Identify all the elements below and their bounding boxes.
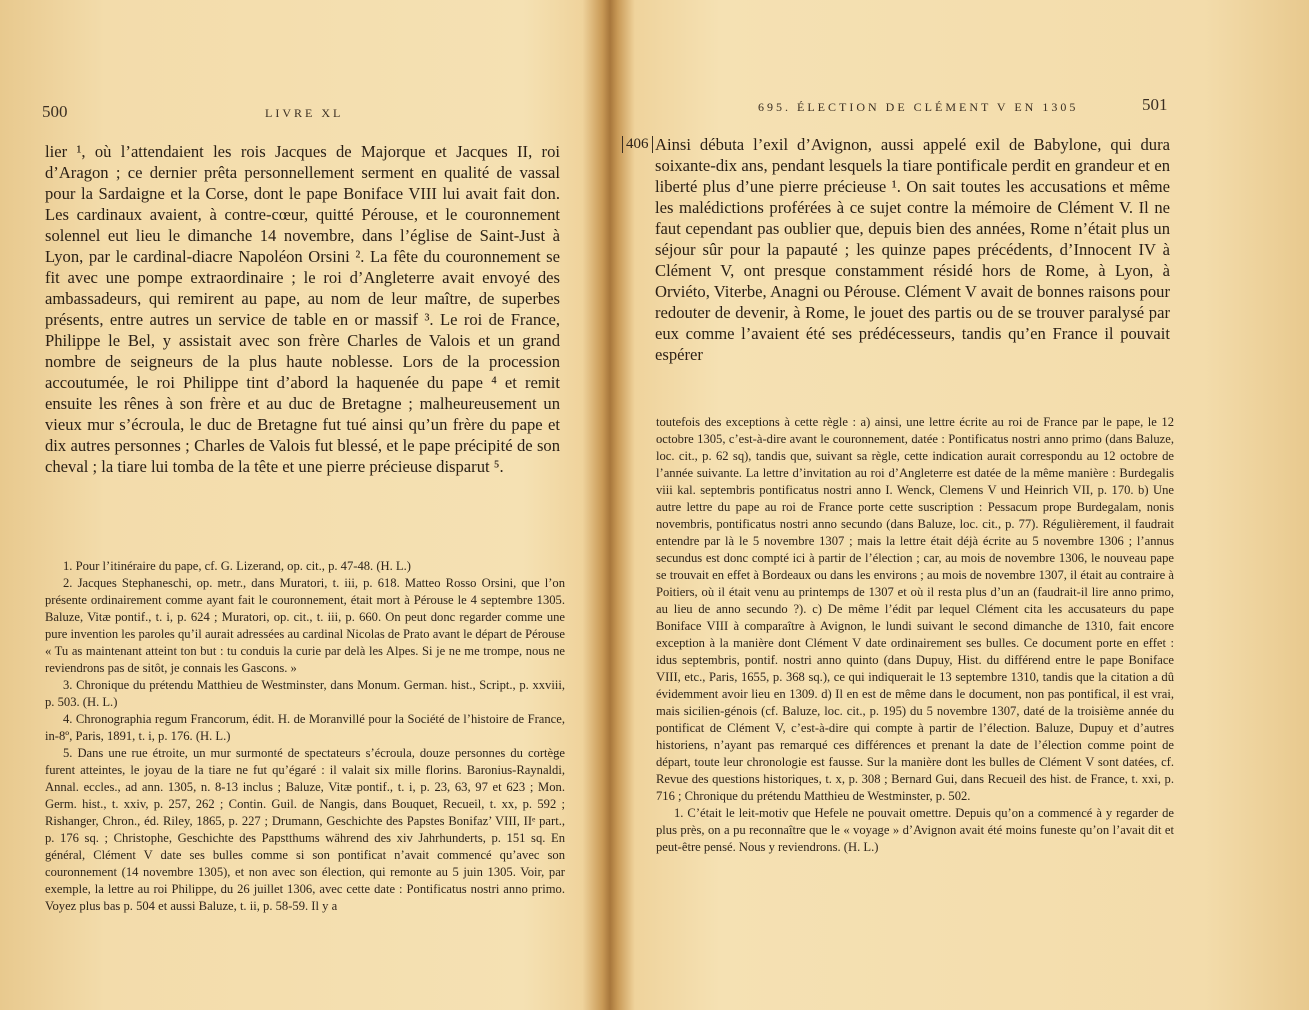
paragraph: Ainsi débuta l’exil d’Avignon, aussi appelé exil de Babylone, qui dura soixante-dix ans, pendant lesquels la tiare pontificale perdit en grandeur et en liberté plus d’une pierre précieuse ¹. On sait toutes les accusations et même les malédictions proférées à ce sujet contre la mémoire de Clément V. Il ne faut cependant pas oublier que, depuis bien des années, Rome n’était plus un séjour sûr pour la papauté ; les quinze papes précédents, d’Innocent IV à Clément V, ont presque constamment résidé hors de Rome, à Lyon, à Orviéto, Viterbe, Anagni ou Pérouse. Clément V avait de bonnes raisons pour redouter de devenir, à Rome, le jouet des partis ou de se trouver paralysé par eux comme l’avaient été ses prédécesseurs, tandis qu’en France il pouvait espérer (655, 135, 1170, 364)
left-page (0, 0, 600, 1010)
main-text (655, 134, 1170, 365)
footnote-5: 5. Dans une rue étroite, un mur surmonté de spectateurs s’écroula, douze personnes du cortège furent atteintes, le joyau de la tiare ne fut qu’égaré : il valait six mille florins. Baronius-Raynaldi, Annal. eccles., ad ann. 1305, n. 8-13 inclus ; Baluze, Vitæ pontif., t. i, p. 23, 63, 97 et 623 ; Mon. Germ. hist., t. xxiv, p. 257, 262 ; Contin. Guil. de Nangis, dans Bouquet, Recueil, t. xx, p. 592 ; Rishanger, Chron., éd. Riley, 1865, p. 227 ; Drumann, Geschichte des Papstes Bonifaz’ VIII, IIᵉ part., p. 176 sq. ; Christophe, Geschichte des Papstthums während des xiv Jahrhunderts, p. 151 sq. En général, Clément V date ses bulles comme si son pontificat n’avait commencé qu’avec son couronnement (14 novembre 1305), et non avec son élection, qui remonte au 5 juin 1305. Voir, par exemple, la lettre au roi Philippe, du 26 juillet 1306, avec cette date : Pontificatus nostri anno primo. Voyez plus bas p. 504 et aussi Baluze, t. ii, p. 58-59. Il y a (45, 746, 565, 913)
margin-page-reference: 406 (622, 136, 653, 153)
running-head: LIVRE XL (265, 106, 344, 120)
page-number: 500 (42, 102, 68, 121)
footnote-3: 3. Chronique du prétendu Matthieu de Westminster, dans Monum. German. hist., Script., p. xxviii, p. 503. (H. L.) (45, 678, 565, 709)
footnote-continuation: toutefois des exceptions à cette règle : a) ainsi, une lettre écrite au roi de France par le pape, le 12 octobre 1305, c’est-à-dire avant le couronnement, datée : Pontificatus nostri anno primo (dans Baluze, loc. cit., p. 62 sq), tandis que, suivant sa règle, cette indication aurait correspondu au 12 octobre de l’année suivante. La lettre d’invitation au roi d’Angleterre est datée de la même manière : Burdegalis viii kal. septembris pontificatus nostri anno I. Wenck, Clemens V und Heinrich VII, p. 170. b) Une autre lettre du pape au roi de France porte cette suscription : Pessacum prope Burdegalam, nonis novembris, pontificatus nostri anno secundo (dans Baluze, loc. cit., p. 77). Régulièrement, il faudrait entendre par là le 5 novembre 1307 ; mais la lettre était déjà écrite au 5 novembre 1306 ; l’annus secundus est donc compté ici à partir de l’élection ; car, au mois de novembre 1306, le nouveau pape se trouvait en effet à Bordeaux ou dans les environs ; au mois de novembre 1307, il était au contraire à Poitiers, où il était venu au printemps de 1307 et où il resta plus d’un an (faudrait-il lire anno primo, au lieu de anno secundo ?). c) De même l’édit par lequel Clément cita les accusateurs du pape Boniface VIII à comparaître à Avignon, le lundi suivant le second dimanche de 1310, fait encore exception à la manière dont Clément V date ordinairement ses bulles. Ce document porte en effet : idus septembris, pontif. nostri anno quinto (dans Dupuy, Hist. du différend entre le pape Boniface VIII, etc., Paris, 1655, p. 368 sq.), ce qui indiquerait le 13 septembre 1310, tandis que la citation a dû évidemment avoir lieu en 1309. d) Il en est de même dans le document, non pas pontifical, il est vrai, mais sicilien-génois (cf. Baluze, loc. cit., p. 195) du 5 novembre 1307, daté de la troisième année du pontificat de Clément V, c’est-à-dire qui compte à partir de l’élection. Baluze, Dupuy et d’autres historiens, n’ayant pas remarqué ces différences et prenant la date de l’élection comme point de départ, toute leur chronologie est fausse. Sur la manière dont les bulles de Clément V sont datées, cf. Revue des questions historiques, t. x, p. 308 ; Bernard Gui, dans Recueil des hist. de France, t. xxi, p. 716 ; Chronique du prétendu Matthieu de Westminster, p. 502. (656, 415, 1174, 803)
footnotes (45, 558, 565, 915)
footnote-1: 1. Pour l’itinéraire du pape, cf. G. Lizerand, op. cit., p. 47-48. (H. L.) (63, 559, 411, 573)
page-number: 501 (1142, 95, 1168, 114)
paragraph: lier ¹, où l’attendaient les rois Jacques de Majorque et Jacques II, roi d’Aragon ; ce dernier prêta personnellement serment en qualité de vassal pour la Sardaigne et la Corse, dont le pape Boniface VIII lui avait fait don. Les cardinaux avaient, à contre-cœur, quitté Pérouse, et le couronnement solennel eut lieu le dimanche 14 novembre, dans l’église de Saint-Just à Lyon, par le cardinal-diacre Napoléon Orsini ². La fête du couronnement se fit avec une pompe extraordinaire ; le roi d’Angleterre avait envoyé des ambassadeurs, qui remirent au pape, au nom de leur maître, de superbes présents, entre autres un service de table en or massif ³. Le roi de France, Philippe le Bel, y assistait avec son frère Charles de Valois et un grand nombre de seigneurs de la plus haute noblesse. Lors de la procession accoutumée, le roi Philippe tint d’abord la haquenée du pape ⁴ et remit ensuite les rênes à son frère et au duc de Bretagne ; malheureusement un vieux mur s’écroula, le duc de Bretagne fut tué ainsi qu’un frère du pape et dix autres personnes ; Charles de Valois fut blessé, et le pape précipité de son cheval ; la tiare lui tomba de la tête et une pierre précieuse disparut ⁵. (45, 142, 560, 476)
footnote-4: 4. Chronographia regum Francorum, édit. H. de Moranvillé pour la Société de l’histoire de France, in-8º, Paris, 1891, t. i, p. 176. (H. L.) (45, 712, 565, 743)
right-page (610, 0, 1309, 1010)
footnote-2: 2. Jacques Stephaneschi, op. metr., dans Muratori, t. iii, p. 618. Matteo Rosso Orsini, que l’on présente ordinairement comme ayant fait le couronnement, était mort à Pérouse le 4 septembre 1305. Baluze, Vitæ pontif., t. i, p. 624 ; Muratori, op. cit., t. iii, p. 660. On peut donc regarder comme une pure invention les paroles qu’il aurait adressées au cardinal Nicolas de Prato avant le départ de Pérouse « Tu as maintenant atteint ton but : tu conduis la curie par delà les Alpes. Si je ne me trompe, nous ne reviendrons pas de sitôt, je connais les Gascons. » (45, 576, 565, 675)
main-text (45, 141, 560, 477)
running-head: 695. ÉLECTION DE CLÉMENT V EN 1305 (758, 100, 1079, 114)
footnote-1: 1. C’était le leit-motiv que Hefele ne pouvait omettre. Depuis qu’on a commencé à y regarder de plus près, on a pu reconnaître que le « voyage » d’Avignon avait été moins funeste qu’on l’avait dit et peut-être pensé. Nous y reviendrons. (H. L.) (656, 806, 1174, 854)
footnotes (656, 414, 1174, 856)
